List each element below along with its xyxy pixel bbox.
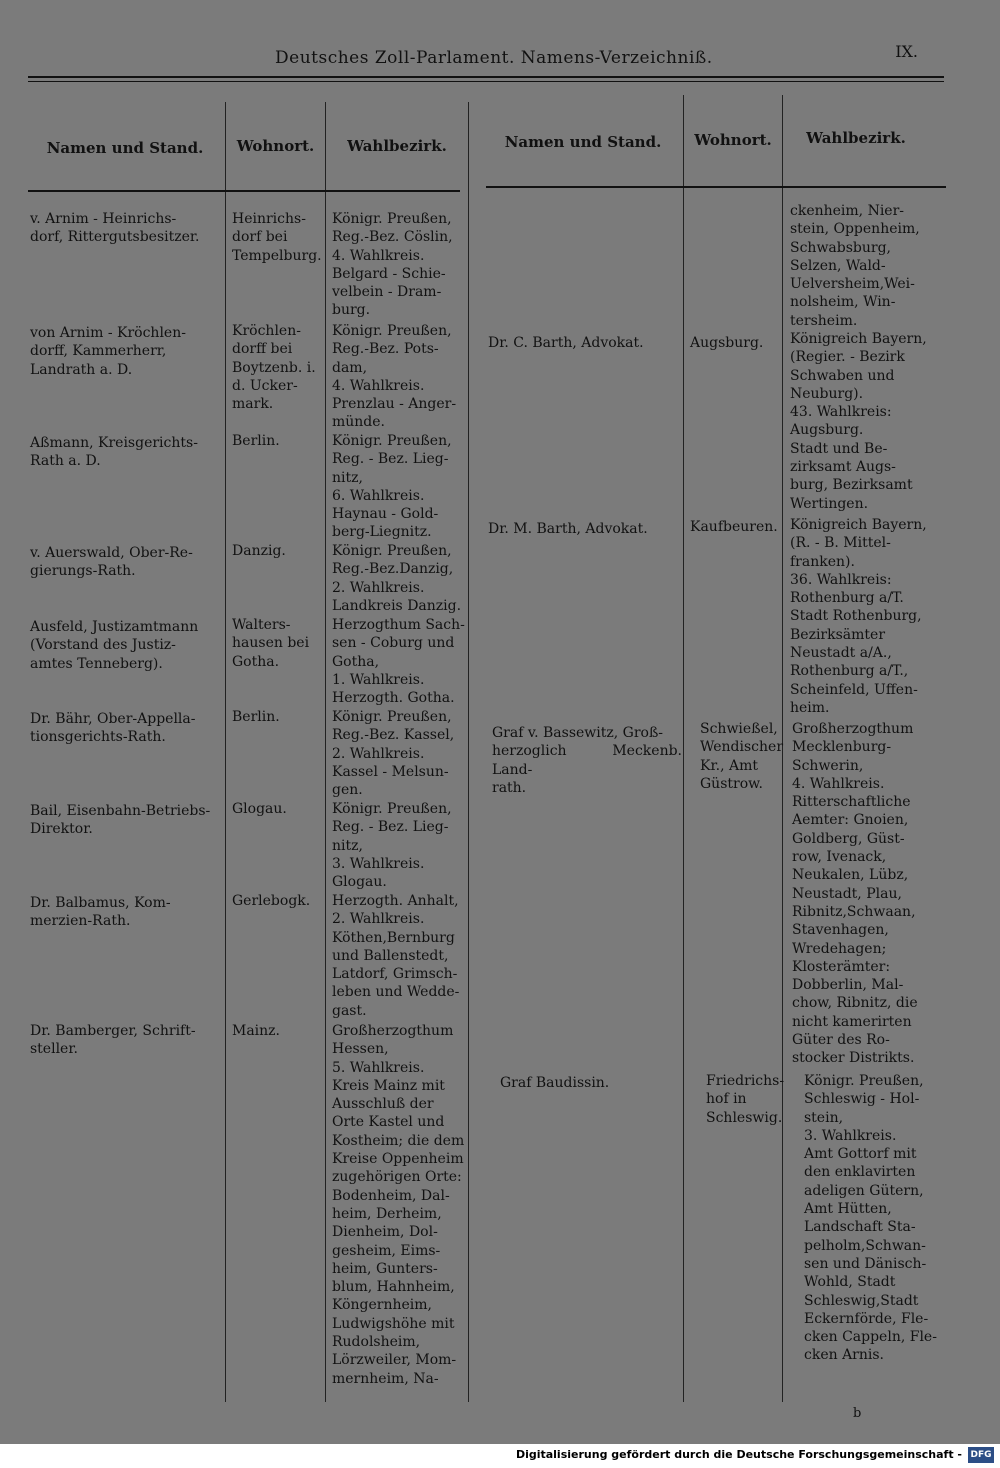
member-district: Königreich Bayern, (R. - B. Mittel- franken). 36. Wahlkreis: Rothenburg a/T. Stadt Rothenburg, Bezirksämter Neustadt a/A., Rothenburg a/T., Scheinfeld, Uffen- heim. (790, 517, 927, 716)
column-header-residence: Wohnort. (236, 137, 315, 155)
member-residence: Kaufbeuren. (690, 519, 778, 535)
column-header-residence: Wohnort. (694, 131, 772, 149)
dfg-logo: DFG (968, 1447, 994, 1463)
page-number: IX. (895, 42, 918, 61)
column-header-district: Wahlbezirk. (347, 137, 447, 155)
heading-rule-right (486, 186, 946, 188)
member-residence: Berlin. (232, 709, 280, 725)
member-residence: Augsburg. (690, 335, 764, 351)
signature-mark: b (853, 1406, 862, 1421)
member-name: Graf Baudissin. (500, 1075, 610, 1091)
member-district: Herzogth. Anhalt, 2. Wahlkreis. Köthen,Bernburg und Ballenstedt, Latdorf, Grimsch- leben und Wedde- gast. (332, 893, 460, 1019)
member-residence: Berlin. (232, 433, 280, 449)
member-name: Dr. Bähr, Ober-Appella- tionsgerichts-Rath. (30, 711, 196, 746)
member-residence: Glogau. (232, 801, 287, 817)
column-header-name: Namen und Stand. (504, 133, 662, 151)
member-district: Königr. Preußen, Reg.-Bez. Kassel, 2. Wahlkreis. Kassel - Melsun- gen. (332, 709, 455, 799)
member-district: Königr. Preußen, Reg. - Bez. Lieg- nitz, 6. Wahlkreis. Haynau - Gold- berg-Liegnitz. (332, 433, 452, 541)
member-residence: Heinrichs- dorf bei Tempelburg. (232, 211, 322, 264)
column-divider (468, 102, 469, 1402)
column-divider (683, 95, 684, 1402)
member-name: Aßmann, Kreisgerichts- Rath a. D. (30, 435, 198, 470)
member-residence: Gerlebogk. (232, 893, 311, 909)
member-name: v. Auerswald, Ober-Re- gierungs-Rath. (30, 545, 193, 580)
member-residence: Mainz. (232, 1023, 281, 1039)
district-continuation: ckenheim, Nier- stein, Oppenheim, Schwabsburg, Selzen, Wald- Uelversheim,Wei- nolsheim, Win- tersheim. (790, 203, 920, 329)
member-name: Dr. Bamberger, Schrift- steller. (30, 1023, 196, 1058)
member-district: Königreich Bayern, (Regier. - Bezirk Schwaben und Neuburg). 43. Wahlkreis: Augsburg. Stadt und Be- zirksamt Augs- burg, Bezirksamt Wertingen. (790, 331, 927, 512)
member-district: Herzogthum Sach- sen - Coburg und Gotha, 1. Wahlkreis. Herzogth. Gotha. (332, 617, 465, 707)
member-name: v. Arnim - Heinrichs- dorf, Rittergutsbesitzer. (30, 211, 200, 246)
member-residence: Kröchlen- dorff bei Boytzenb. i. d. Ucker- mark. (232, 323, 316, 413)
member-residence: Schwießel, Wendischer Kr., Amt Güstrow. (700, 721, 784, 792)
heading-rule-left (28, 190, 460, 192)
column-divider (225, 102, 226, 1402)
footer-text: Digitalisierung gefördert durch die Deutsche Forschungsgemeinschaft - (515, 1448, 962, 1461)
running-header: Deutsches Zoll-Parlament. Namens-Verzeichniß. (275, 48, 713, 68)
column-header-name: Namen und Stand. (46, 139, 204, 157)
member-name: von Arnim - Kröchlen- dorff, Kammerherr, Landrath a. D. (30, 325, 186, 378)
member-residence: Danzig. (232, 543, 286, 559)
member-name: Bail, Eisenbahn-Betriebs- Direktor. (30, 803, 211, 838)
member-name: Graf v. Bassewitz, Groß- herzoglich Meckenb. Land- rath. (492, 725, 682, 796)
member-name: Ausfeld, Justizamtmann (Vorstand des Justiz- amtes Tenneberg). (30, 619, 199, 672)
member-district: Königr. Preußen, Reg.-Bez. Cöslin, 4. Wahlkreis. Belgard - Schie- velbein - Dram- burg. (332, 211, 453, 319)
member-district: Königr. Preußen, Reg.-Bez.Danzig, 2. Wahlkreis. Landkreis Danzig. (332, 543, 462, 614)
member-district: Großherzogthum Hessen, 5. Wahlkreis. Kreis Mainz mit Ausschluß der Orte Kastel und Kostheim; die dem Kreise Oppenheim zugehörigen Orte: Bodenheim, Dal- heim, Derheim, Dienheim, Dol- gesheim, Eims- heim, Gunters- blum, Hahnheim, Köngernheim, Ludwigshöhe mit Rudolsheim, Lörzweiler, Mom- mernheim, Na- (332, 1023, 465, 1387)
header-rule-thin (28, 81, 944, 82)
member-district: Königr. Preußen, Reg.-Bez. Pots- dam, 4. Wahlkreis. Prenzlau - Anger- münde. (332, 323, 457, 431)
member-district: Königr. Preußen, Schleswig - Hol- stein, 3. Wahlkreis. Amt Gottorf mit den enklavirten adeligen Gütern, Amt Hütten, Landschaft Sta- pelholm,Schwan- sen und Dänisch- Wohld, Stadt Schleswig,Stadt Eckernförde, Fle- cken Cappeln, Fle- cken Arnis. (804, 1073, 937, 1364)
header-rule (28, 76, 944, 78)
member-name: Dr. M. Barth, Advokat. (488, 521, 648, 537)
member-residence: Walters- hausen bei Gotha. (232, 617, 310, 670)
member-name: Dr. C. Barth, Advokat. (488, 335, 644, 351)
column-divider (325, 102, 326, 1402)
member-name: Dr. Balbamus, Kom- merzien-Rath. (30, 895, 171, 930)
member-district: Großherzogthum Mecklenburg- Schwerin, 4. Wahlkreis. Ritterschaftliche Aemter: Gnoien, Goldberg, Güst- row, Ivenack, Neukalen, Lübz, Neustadt, Plau, Ribnitz,Schwaan, Stavenhagen, Wredehagen; Klosterämter: Dobberlin, Mal- chow, Ribnitz, die nicht kamerirten Güter des Ro- stocker Distrikts. (792, 721, 918, 1067)
member-district: Königr. Preußen, Reg. - Bez. Lieg- nitz, 3. Wahlkreis. Glogau. (332, 801, 452, 891)
footer-bar (0, 1444, 1000, 1468)
column-header-district: Wahlbezirk. (806, 129, 906, 147)
member-residence: Friedrichs- hof in Schleswig. (706, 1073, 785, 1126)
